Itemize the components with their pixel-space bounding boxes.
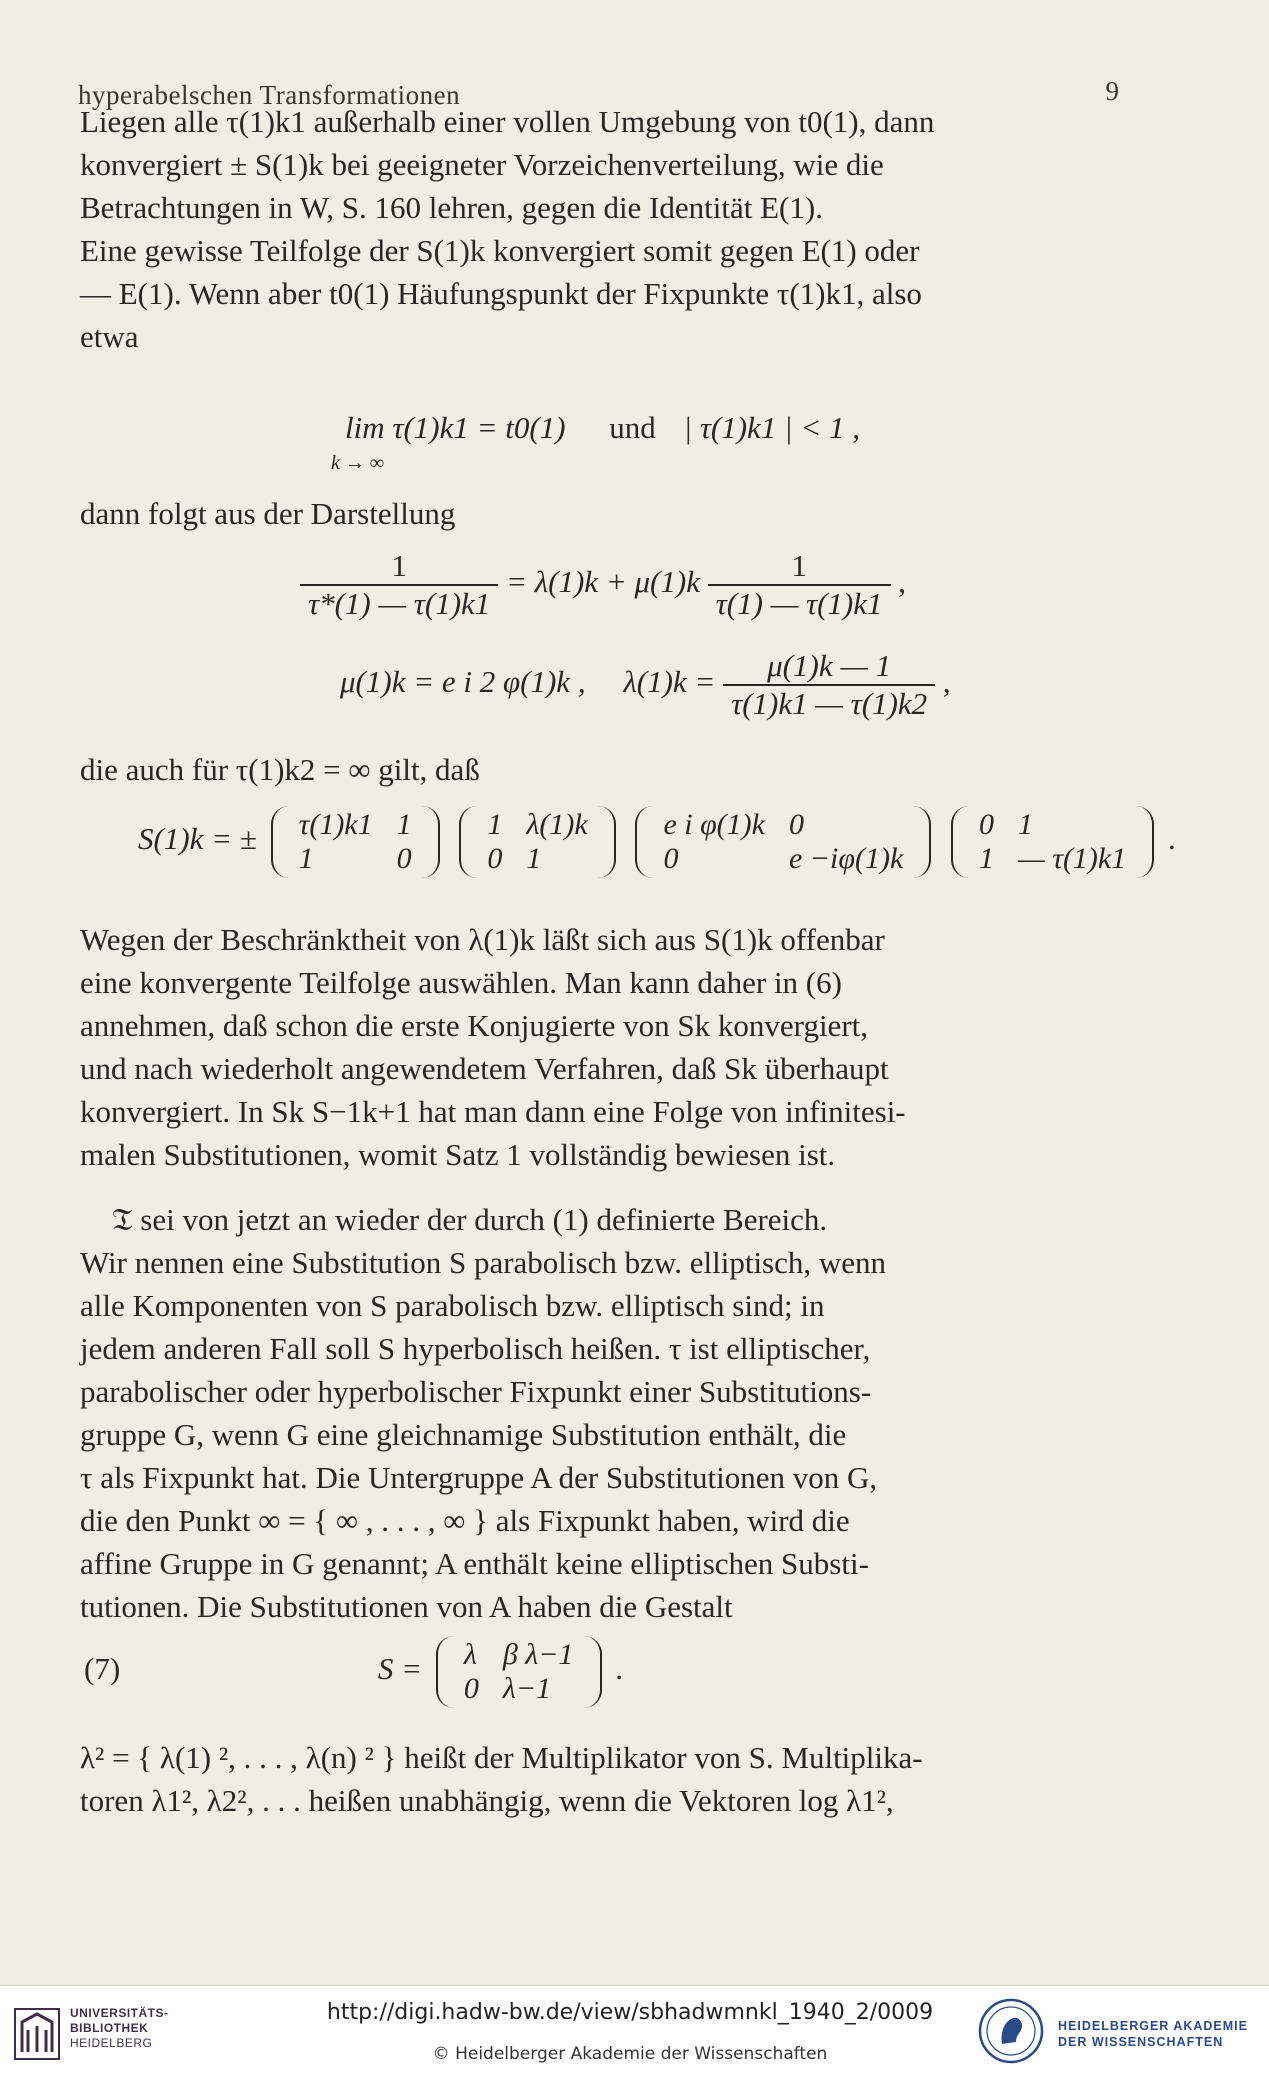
text-line: Betrachtungen in W, S. 160 lehren, gegen die Identität E(1). (80, 190, 823, 225)
library-logo-icon (14, 2008, 60, 2060)
limit-expression: lim τ(1)k1 = t0(1) (345, 410, 566, 445)
denominator: τ*(1) — τ(1)k1 (308, 586, 491, 621)
representation-equation (300, 548, 906, 622)
matrix-cell: 1 (979, 842, 995, 875)
numerator: 1 (708, 548, 891, 586)
text-line: annehmen, daß schon die erste Konjugierte von Sk konvergiert, (80, 1008, 869, 1043)
matrix-cell: 1 (396, 808, 412, 841)
matrix-cell: e −iφ(1)k (788, 842, 904, 875)
academy-seal-icon (978, 1998, 1044, 2064)
page-number: 9 (1105, 76, 1119, 106)
text-line: malen Substitutionen, womit Satz 1 vollständig bewiesen ist. (80, 1137, 836, 1172)
text-line: alle Komponenten von S parabolisch bzw. elliptisch sind; in (80, 1288, 825, 1323)
paragraph-3 (80, 748, 1090, 791)
text-line: jedem anderen Fall soll S hyperbolisch heißen. τ ist elliptischer, (80, 1331, 871, 1366)
logo-line: BIBLIOTHEK (70, 2021, 149, 2035)
abs-condition: | τ(1)k1 | < 1 , (683, 410, 861, 445)
text-line: Wir nennen eine Substitution S parabolisch bzw. elliptisch, wenn (80, 1245, 887, 1280)
text-line: konvergiert ± S(1)k bei geeigneter Vorzeichenverteilung, wie die (80, 147, 884, 182)
matrix-cell: 1 (487, 808, 503, 841)
university-library-logo[interactable] (14, 2004, 224, 2068)
matrix-cell: τ(1)k1 (298, 808, 373, 841)
paragraph-4 (80, 918, 1090, 1176)
matrix-cell: 1 (526, 842, 542, 875)
matrix-7 (436, 1636, 602, 1708)
period: . (1168, 821, 1176, 857)
logo-line: DER WISSENSCHAFTEN (1058, 2035, 1224, 2049)
text-line: die auch für τ(1)k2 = ∞ gilt, daß (80, 752, 480, 787)
denominator: τ(1)k1 — τ(1)k2 (731, 686, 928, 721)
lambda-fraction (723, 648, 935, 722)
matrix-cell: 0 (463, 1672, 479, 1705)
academy-logo-text (1058, 2018, 1248, 2050)
equation-rhs: = λ(1)k + μ(1)k (506, 564, 700, 600)
matrix-cell: 1 (1018, 808, 1034, 841)
comma: , (942, 664, 951, 700)
period: . (615, 1651, 624, 1687)
equation-7 (84, 1636, 623, 1708)
matrix-4 (951, 806, 1154, 878)
text-line: λ² = { λ(1) ², . . . , λ(n) ² } heißt der Multiplikator von S. Multiplika- (80, 1740, 923, 1775)
text-line: die den Punkt ∞ = { ∞ , . . . , ∞ } als Fixpunkt haben, wird die (80, 1503, 850, 1538)
text-line: dann folgt aus der Darstellung (80, 496, 456, 531)
numerator: 1 (300, 548, 498, 586)
limit-subscript: k → ∞ (331, 452, 385, 474)
text-line: τ als Fixpunkt hat. Die Untergruppe A der Substitutionen von G, (80, 1460, 878, 1495)
text-line: etwa (80, 319, 139, 354)
matrix-cell: 1 (298, 842, 314, 875)
text-line: eine konvergente Teilfolge auswählen. Man kann daher in (6) (80, 965, 842, 1000)
text-line: tutionen. Die Substitutionen von A haben die Gestalt (80, 1589, 733, 1624)
comma: , (898, 564, 907, 600)
logo-line: HEIDELBERG (70, 2036, 153, 2050)
matrix-cell: e i φ(1)k (663, 808, 765, 841)
S-lhs: S(1)k = ± (138, 821, 257, 857)
fraction-right (708, 548, 891, 622)
viewer-footer (0, 1985, 1269, 2085)
matrix-cell: λ (463, 1638, 477, 1671)
matrix-cell: λ−1 (502, 1672, 552, 1705)
text-line: parabolischer oder hyperbolischer Fixpunkt einer Substitutions- (80, 1374, 872, 1409)
permalink-url[interactable]: http://digi.hadw-bw.de/view/sbhadwmnkl_1940_2/0009 (326, 2000, 934, 2025)
lambda-lhs: λ(1)k = (623, 664, 716, 700)
paragraph-5 (80, 1198, 1090, 1628)
matrix-2 (459, 806, 615, 878)
numerator: μ(1)k — 1 (723, 648, 935, 686)
text-line: — E(1). Wenn aber t0(1) Häufungspunkt der Fixpunkte τ(1)k1, also (80, 276, 922, 311)
matrix-cell: 0 (487, 842, 503, 875)
paragraph-6 (80, 1736, 1090, 1822)
fraction-left (300, 548, 498, 622)
logo-line: HEIDELBERGER AKADEMIE (1058, 2019, 1248, 2033)
copyright-notice: © Heidelberger Akademie der Wissenschaften (432, 2044, 828, 2064)
matrix-cell: 0 (788, 808, 804, 841)
text-line: 𝔗 sei von jetzt an wieder der durch (1) definierte Bereich. (112, 1202, 828, 1237)
text-line: Eine gewisse Teilfolge der S(1)k konvergiert somit gegen E(1) oder (80, 233, 920, 268)
paragraph-1 (80, 100, 1090, 358)
S-matrix-equation (138, 806, 1176, 878)
matrix-cell: 0 (663, 842, 679, 875)
paragraph-2 (80, 492, 1090, 535)
mu-definition: μ(1)k = e i 2 φ(1)k , (340, 664, 586, 700)
library-logo-text (70, 2006, 169, 2051)
equation-label: (7) (84, 1651, 121, 1687)
text-line: und nach wiederholt angewendetem Verfahren, daß Sk überhaupt (80, 1051, 889, 1086)
matrix-cell: — τ(1)k1 (1018, 842, 1127, 875)
limit-equation (331, 410, 861, 474)
equation-lhs: S = (377, 1651, 423, 1687)
academy-logo[interactable] (978, 1996, 1258, 2076)
denominator: τ(1) — τ(1)k1 (715, 586, 883, 621)
matrix-cell: λ(1)k (526, 808, 588, 841)
text-line: Wegen der Beschränktheit von λ(1)k läßt sich aus S(1)k offenbar (80, 922, 885, 957)
und-word: und (609, 410, 656, 445)
running-title: hyperabelschen Transformationen (78, 80, 461, 110)
text-line: Liegen alle τ(1)k1 außerhalb einer vollen Umgebung von t0(1), dann (80, 104, 935, 139)
matrix-1 (271, 806, 440, 878)
matrix-3 (635, 806, 931, 878)
text-line: affine Gruppe in G genannt; A enthält keine elliptischen Substi- (80, 1546, 869, 1581)
matrix-cell: β λ−1 (502, 1638, 574, 1671)
matrix-cell: 0 (396, 842, 412, 875)
text-line: konvergiert. In Sk S−1k+1 hat man dann eine Folge von infinitesi- (80, 1094, 906, 1129)
text-line: gruppe G, wenn G eine gleichnamige Substitution enthält, die (80, 1417, 847, 1452)
matrix-cell: 0 (979, 808, 995, 841)
text-line: toren λ1², λ2², . . . heißen unabhängig, wenn die Vektoren log λ1², (80, 1783, 894, 1818)
logo-line: UNIVERSITÄTS- (70, 2006, 169, 2020)
mu-lambda-equation (340, 648, 951, 722)
